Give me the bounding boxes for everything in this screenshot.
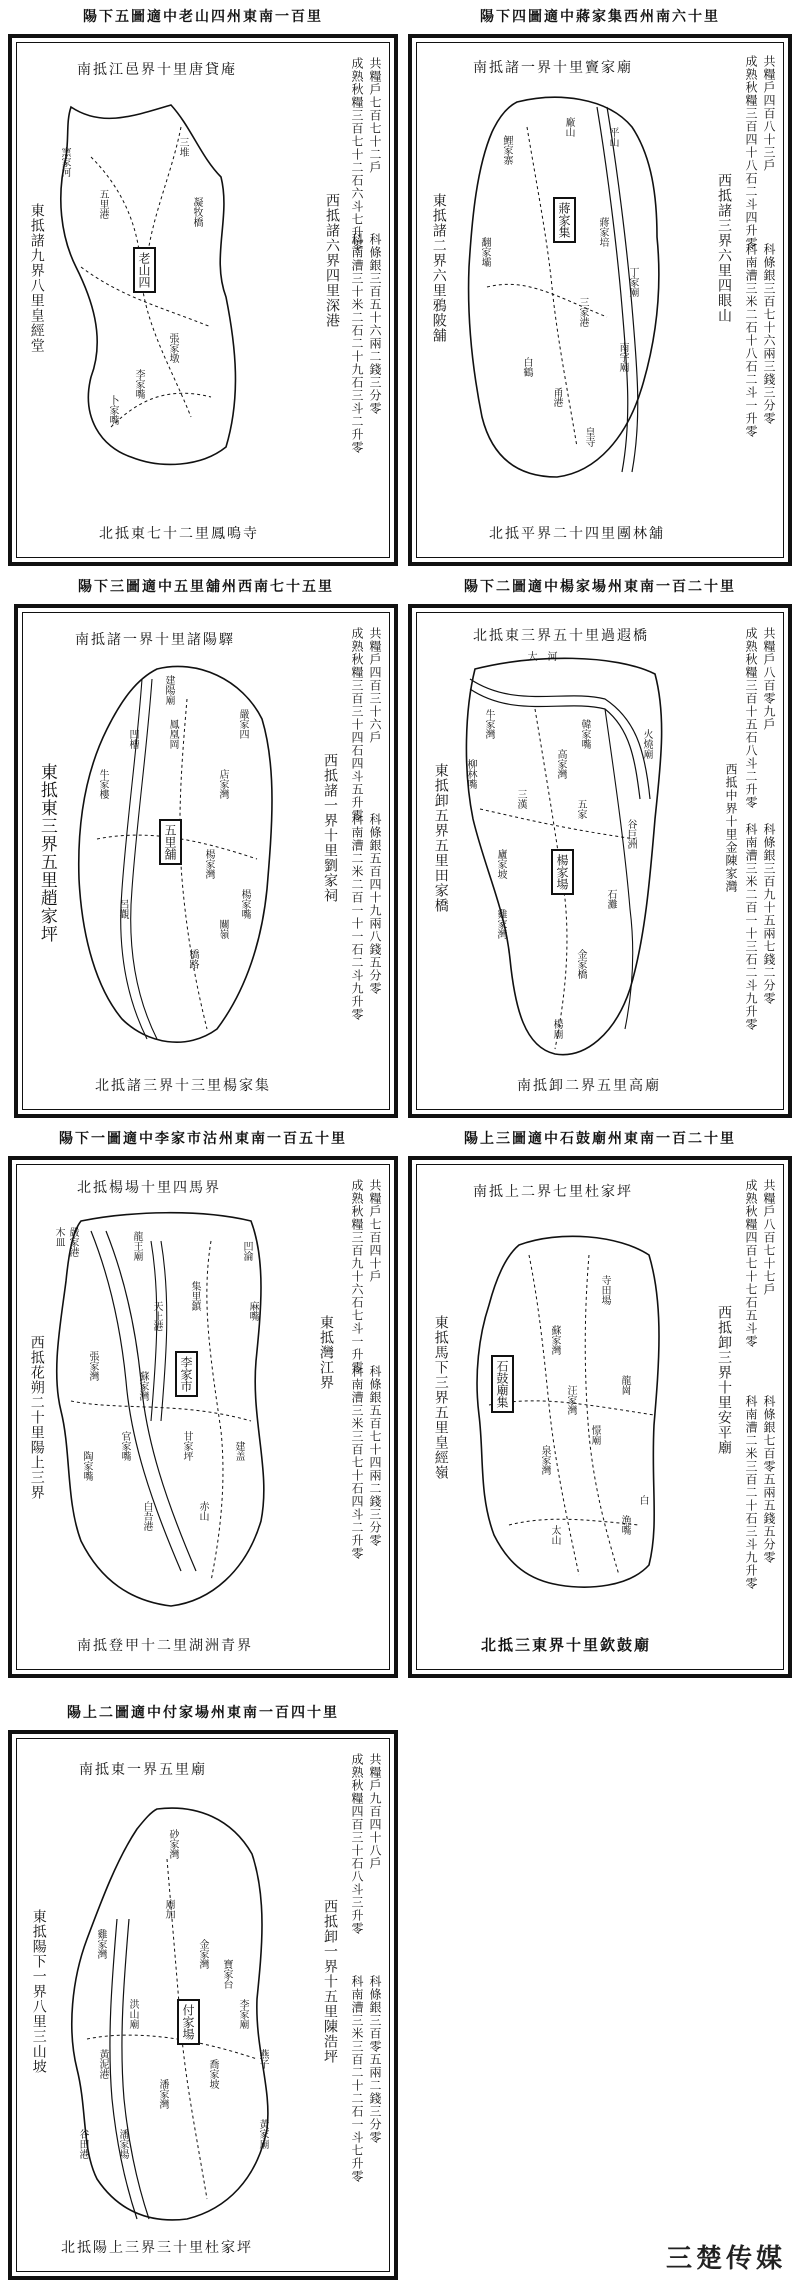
center-town-label: 老山四 — [133, 247, 156, 293]
place-label: 白鶴 — [521, 357, 532, 377]
panel-frame — [408, 604, 792, 1118]
left-east-boundary: 東抵陽下一界八里三山坡 — [30, 1909, 47, 2074]
right-west-boundary: 西抵卸三界十里安平廟 — [716, 1305, 732, 1455]
right-autumn-grain: 成熟秋糧四百三十石八斗三升零 — [350, 1753, 364, 1935]
place-label: 嚴家港 — [67, 1227, 78, 1257]
place-label: 黃泥港 — [97, 2049, 108, 2079]
right-silver-tax: 科條銀三百七十六兩三錢三分零 — [762, 243, 776, 425]
place-label: 翻家壩 — [479, 237, 490, 267]
south-label: 南抵諸一界十里諸陽驛 — [75, 632, 235, 648]
place-label: 凹槽 — [127, 729, 138, 749]
center-town-label: 付家場 — [177, 1999, 200, 2045]
center-town-label: 石鼓廟集 — [491, 1355, 514, 1413]
map-panel-2 — [408, 4, 792, 566]
map-area — [51, 97, 251, 477]
place-label: 卜家嘴 — [107, 395, 118, 425]
place-label: 官家嘴 — [119, 1431, 130, 1461]
place-label: 木皿 — [53, 1227, 64, 1247]
map-area — [457, 87, 667, 487]
right-west-boundary: 西抵諸一界十里劉家祠 — [322, 753, 338, 903]
center-town-label: 五里舖 — [159, 819, 182, 865]
place-label: 高家灣 — [555, 749, 566, 779]
map-panel-7 — [8, 1700, 398, 2280]
panel-title: 陽下五圖適中老山四州東南一百里 — [83, 9, 323, 25]
panel-frame-inner — [416, 1164, 784, 1670]
place-label: 太山 — [549, 1525, 560, 1545]
map-outline — [51, 1201, 281, 1621]
panel-title: 陽下三圖適中五里舖州西南七十五里 — [78, 579, 334, 595]
map-panel-6 — [408, 1126, 792, 1678]
panel-frame — [408, 1156, 792, 1678]
right-silver-tax: 科條銀三百九十五兩七錢二分零 — [762, 823, 776, 1005]
right-households: 共糧戶四百八十三戶 — [762, 55, 776, 172]
place-label: 張家灣 — [87, 1351, 98, 1381]
place-label: 白吾港 — [141, 1501, 152, 1531]
map-panel-1 — [8, 4, 398, 566]
place-label: 凹淪 — [241, 1241, 252, 1261]
place-label: 金家灣 — [197, 1939, 208, 1969]
panel-title: 陽上三圖適中石鼓廟州東南一百二十里 — [464, 1131, 736, 1147]
place-label: 甘家坪 — [181, 1431, 192, 1461]
place-label: 蘇家灣 — [137, 1371, 148, 1401]
place-label: 關嶺 — [217, 919, 228, 939]
north-label: 南抵卸二界五里高廟 — [517, 1078, 661, 1094]
place-label: 建盖 — [233, 1441, 244, 1461]
place-label: 潘家灣 — [157, 2079, 168, 2109]
map-area — [455, 649, 669, 1069]
place-label: 黃家廟 — [257, 2119, 268, 2149]
place-label: 五里港 — [97, 189, 108, 219]
place-label: 大 — [525, 651, 536, 661]
right-silver-tax: 科條銀五百四十九兩八錢五分零 — [368, 813, 382, 995]
panel-title: 陽下四圖適中蔣家集西州南六十里 — [480, 9, 720, 25]
north-label: 北抵平界二十四里團林舖 — [489, 526, 665, 542]
place-label: 谷巨洲 — [625, 819, 636, 849]
right-silver-tax: 科條銀三百五十六兩二錢三分零 — [368, 233, 382, 415]
place-label: 李家嘴 — [133, 369, 144, 399]
right-autumn-grain: 成熟秋糧三百十五石八斗二升零 — [744, 627, 758, 809]
right-households: 共糧戶四百三十六戶 — [368, 627, 382, 744]
right-west-boundary: 西抵諸三界六里四眼山 — [716, 173, 732, 323]
map-outline — [57, 1799, 287, 2229]
right-silver-tax: 科條銀五百七十四兩二錢三分零 — [368, 1365, 382, 1547]
place-label: 龍王廟 — [131, 1231, 142, 1261]
place-label: 凝牧橋 — [191, 197, 202, 227]
right-rice-tax: 科南漕三米二百一十三石二斗九升零 — [744, 823, 758, 1031]
panel-frame — [8, 1730, 398, 2280]
right-west-boundary: 西抵諸六界四里深港 — [324, 193, 340, 328]
map-area — [51, 1201, 281, 1621]
left-east-boundary: 東抵東三界五里趙家坪 — [36, 763, 57, 943]
right-rice-tax: 科南漕三米三百二十二石一斗七升零 — [350, 1975, 364, 2183]
place-label: 陶家嘴 — [81, 1451, 92, 1481]
place-label: 三漢 — [515, 789, 526, 809]
place-label: 楊家嘴 — [239, 889, 250, 919]
panel-frame-inner — [16, 1164, 390, 1670]
south-label: 南抵諸一界十里竇家廟 — [473, 60, 633, 76]
place-label: 龍崗 — [619, 1375, 630, 1395]
right-east-boundary: 東抵灣江界 — [318, 1315, 334, 1390]
panel-frame-inner — [16, 1738, 390, 2272]
place-label: 泉家灣 — [539, 1445, 550, 1475]
place-label: 店家灣 — [217, 769, 228, 799]
right-households: 共糧戶八百零九戶 — [762, 627, 776, 731]
panel-title: 陽上二圖適中付家場州東南一百四十里 — [67, 1705, 339, 1721]
panel-title: 陽下一圖適中李家市沽州東南一百五十里 — [59, 1131, 347, 1147]
map-area — [67, 659, 277, 1049]
place-label: 牛家樓 — [97, 769, 108, 799]
south-label: 南抵登甲十二里湖洲青界 — [77, 1638, 253, 1654]
right-west-boundary: 西抵卸一界十五里陳浩坪 — [322, 1899, 338, 2064]
panel-frame — [8, 1156, 398, 1678]
north-label: 北抵諸三界十三里楊家集 — [95, 1078, 271, 1094]
place-label: 平山 — [607, 127, 618, 147]
right-households: 共糧戶九百四十八戶 — [368, 1753, 382, 1870]
place-label: 建陽廟 — [163, 675, 174, 705]
map-area — [469, 1225, 669, 1595]
place-label: 谷田港 — [77, 2129, 88, 2159]
right-autumn-grain: 成熟秋糧四百七十七石五斗零 — [744, 1179, 758, 1348]
map-panel-4 — [408, 574, 792, 1118]
left-east-boundary: 東抵諸九界八里皇經堂 — [28, 203, 45, 353]
place-label: 甬港 — [551, 387, 562, 407]
right-households: 共糧戶七百七十二戶 — [368, 57, 382, 174]
place-label: 三家港 — [577, 297, 588, 327]
center-town-label: 楊家場 — [551, 849, 574, 895]
place-label: 廠山 — [563, 117, 574, 137]
left-west-boundary: 西抵花朔二十里陽上三界 — [28, 1335, 45, 1500]
map-area — [57, 1799, 287, 2229]
right-west-boundary: 西抵中界十里金陳家灣 — [724, 763, 738, 893]
place-label: 喬家坡 — [207, 2059, 218, 2089]
place-label: 天上港 — [151, 1301, 162, 1331]
panel-title: 陽下二圖適中楊家場州東南一百二十里 — [464, 579, 736, 595]
place-label: 集里鎮 — [189, 1281, 200, 1311]
right-rice-tax: 科南漕二米二百一十一石二斗九升零 — [350, 813, 364, 1021]
center-town-label: 蔣家集 — [553, 197, 576, 243]
place-label: 漁嘴 — [619, 1515, 630, 1535]
right-rice-tax: 科南漕三米三百七十石四斗二升零 — [350, 1365, 364, 1560]
place-label: 楊廟 — [551, 1019, 562, 1039]
place-label: 李家廟 — [237, 1999, 248, 2029]
place-label: 鳳凰岡 — [167, 719, 178, 749]
panel-frame-inner — [22, 612, 390, 1110]
place-label: 寶家台 — [221, 1959, 232, 1989]
right-rice-tax: 科南漕三十米二石二十九石三斗二升零 — [350, 233, 364, 454]
place-label: 牛家灣 — [483, 709, 494, 739]
place-label: 橋路 — [187, 949, 198, 969]
north-label: 北抵三東界十里欽鼓廟 — [481, 1636, 652, 1654]
south-label: 南抵東一界五里廟 — [79, 1762, 207, 1778]
place-label: 張家墩 — [167, 333, 178, 363]
place-label: 燕子 — [257, 2049, 268, 2069]
panel-frame-inner — [16, 42, 390, 558]
south-label: 南抵江邑界十里唐貸庵 — [77, 62, 237, 78]
place-label: 金家橋 — [575, 949, 586, 979]
north-label: 北抵楊場十里四馬界 — [77, 1180, 221, 1196]
place-label: 火燒廟 — [641, 729, 652, 759]
map-panel-5 — [8, 1126, 398, 1678]
place-label: 廟加 — [163, 1899, 174, 1919]
north-label: 北抵東七十二里鳳鳴寺 — [99, 526, 259, 542]
place-label: 寺田場 — [599, 1275, 610, 1305]
place-label: 五家 — [575, 799, 586, 819]
place-label: 白 — [637, 1495, 648, 1505]
place-label: 憬廟 — [589, 1425, 600, 1445]
left-east-boundary: 東抵馬下三界五里皇經嶺 — [432, 1315, 449, 1480]
right-silver-tax: 科條銀七百零五兩五錢五分零 — [762, 1395, 776, 1564]
panel-frame-inner — [416, 612, 784, 1110]
place-label: 丁家廟 — [627, 267, 638, 297]
place-label: 韓家嘴 — [579, 719, 590, 749]
place-label: 洪山廟 — [127, 1999, 138, 2029]
place-label: 柳林嘴 — [465, 759, 476, 789]
place-label: 石灘 — [605, 889, 616, 909]
right-households: 共糧戶八百七十七戶 — [762, 1179, 776, 1296]
right-households: 共糧戶七百四十戶 — [368, 1179, 382, 1283]
place-label: 三堆 — [177, 137, 188, 157]
place-label: 蘇家灣 — [549, 1325, 560, 1355]
place-label: 皇寺 — [583, 427, 594, 447]
place-label: 呂觀 — [117, 899, 128, 919]
place-label: 鯉家寨 — [501, 135, 512, 165]
place-label: 蔣家培 — [597, 217, 608, 247]
publisher-watermark: 三楚传媒 — [665, 2244, 786, 2274]
left-east-boundary: 東抵卸五界五里田家橋 — [432, 763, 449, 913]
map-panel-3 — [14, 574, 398, 1118]
place-label: 雞家灣 — [95, 1929, 106, 1959]
panel-frame — [8, 34, 398, 566]
place-label: 楊家灣 — [203, 849, 214, 879]
place-label: 麻嘴 — [247, 1301, 258, 1321]
right-autumn-grain: 成熟秋糧三百三十四石四斗五升零 — [350, 627, 364, 822]
place-label: 雞家灣 — [495, 909, 506, 939]
place-label: 砂家灣 — [167, 1829, 178, 1859]
right-rice-tax: 科南漕二米三百二十石三斗九升零 — [744, 1395, 758, 1590]
place-label: 赤山 — [197, 1501, 208, 1521]
panel-frame — [408, 34, 792, 566]
right-autumn-grain: 成熟秋糧三百四十八石二斗四升零 — [744, 55, 758, 250]
place-label: 南宇廟 — [617, 342, 628, 372]
place-label: 汪家灣 — [565, 1385, 576, 1415]
right-silver-tax: 科條銀三百零五兩二錢三分零 — [368, 1975, 382, 2144]
south-label: 南抵上二界七里杜家坪 — [473, 1184, 633, 1200]
right-rice-tax: 科南漕三米二石十八石二斗一升零 — [744, 243, 758, 438]
place-label: 潘家場 — [117, 2129, 128, 2159]
south-label: 北抵東三界五十里過遐橋 — [473, 628, 649, 644]
panel-frame-inner — [416, 42, 784, 558]
place-label: 廬家坡 — [495, 849, 506, 879]
right-autumn-grain: 成熟秋糧三百七十二石六斗七升零 — [350, 57, 364, 252]
north-label: 北抵陽上三界三十里杜家坪 — [61, 2240, 253, 2256]
panel-frame — [14, 604, 398, 1118]
place-label: 嚴家四 — [237, 709, 248, 739]
right-autumn-grain: 成熟秋糧三百九十六石七斗一升零 — [350, 1179, 364, 1374]
place-label: 窯家河 — [59, 147, 70, 177]
place-label: 河 — [545, 651, 556, 661]
left-east-boundary: 東抵諸二界六里鴉陂舖 — [430, 193, 447, 343]
center-town-label: 李家市 — [175, 1351, 198, 1397]
